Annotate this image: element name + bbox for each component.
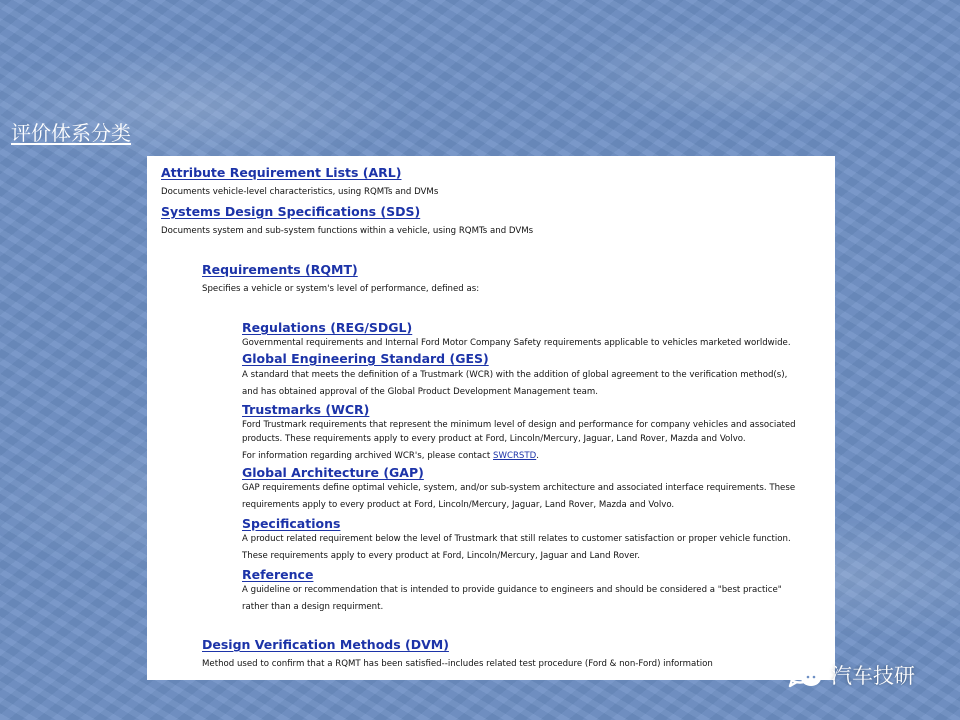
wcr-description-line1: Ford Trustmark requirements that represent the minimum level of design and performance for company vehicles and associated	[242, 420, 796, 430]
entry-specifications	[242, 513, 791, 562]
entry-rqmt	[202, 259, 479, 295]
entry-ges	[242, 348, 787, 398]
specifications-description-line1: A product related requirement below the level of Trustmark that still relates to customer satisfaction or proper vehicle function.	[242, 534, 791, 544]
entry-arl	[161, 162, 438, 198]
wechat-icon	[785, 661, 825, 689]
swcrstd-link[interactable]: SWCRSTD	[493, 451, 537, 461]
dvm-link[interactable]: Design Verification Methods (DVM)	[202, 637, 449, 652]
reference-description-line2: rather than a design requirment.	[242, 602, 384, 612]
arl-description: Documents vehicle-level characteristics, using RQMTs and DVMs	[161, 187, 439, 197]
gap-description-line2: requirements apply to every product at Ford, Lincoln/Mercury, Jaguar, Land Rover, Mazda and Volvo.	[242, 500, 675, 510]
reg-description: Governmental requirements and Internal Ford Motor Company Safety requirements applicable to vehicles marketed worldwide.	[242, 338, 791, 348]
rqmt-link[interactable]: Requirements (RQMT)	[202, 262, 358, 277]
watermark	[785, 660, 915, 690]
sds-description: Documents system and sub-system functions within a vehicle, using RQMTs and DVMs	[161, 226, 534, 236]
gap-link[interactable]: Global Architecture (GAP)	[242, 465, 424, 480]
wcr-contact-suffix: .	[536, 451, 539, 461]
dvm-description: Method used to confirm that a RQMT has been satisfied--includes related test procedure (Ford & non-Ford) information	[202, 659, 713, 669]
entry-dvm	[202, 634, 713, 670]
entry-sds	[161, 201, 533, 237]
document-panel	[147, 156, 835, 680]
ges-description-line2: and has obtained approval of the Global Product Development Management team.	[242, 387, 599, 397]
wcr-link[interactable]: Trustmarks (WCR)	[242, 402, 370, 417]
ges-description-line1: A standard that meets the definition of a Trustmark (WCR) with the addition of global agreement to the verification method(s),	[242, 370, 788, 380]
entry-gap	[242, 462, 795, 511]
specifications-link[interactable]: Specifications	[242, 516, 341, 531]
reference-description-line1: A guideline or recommendation that is intended to provide guidance to engineers and should be considered a "best practice"	[242, 585, 782, 595]
entry-wcr	[242, 399, 796, 462]
arl-link[interactable]: Attribute Requirement Lists (ARL)	[161, 165, 402, 180]
sds-link[interactable]: Systems Design Specifications (SDS)	[161, 204, 421, 219]
slide-title-link[interactable]: 评价体系分类	[11, 121, 131, 145]
reg-link[interactable]: Regulations (REG/SDGL)	[242, 320, 413, 335]
reference-link[interactable]: Reference	[242, 567, 314, 582]
ges-link[interactable]: Global Engineering Standard (GES)	[242, 351, 489, 366]
gap-description-line1: GAP requirements define optimal vehicle, system, and/or sub-system architecture and associated interface requirements. These	[242, 483, 796, 493]
wcr-description-line3	[242, 451, 796, 462]
wcr-contact-text: For information regarding archived WCR's, please contact	[242, 451, 493, 461]
wcr-description-line2: products. These requirements apply to every product at Ford, Lincoln/Mercury, Jaguar, Land Rover, Mazda and Volvo.	[242, 434, 746, 444]
rqmt-description: Specifies a vehicle or system's level of performance, defined as:	[202, 284, 480, 294]
watermark-text: 汽车技研	[831, 664, 915, 688]
entry-reference	[242, 564, 782, 613]
entry-reg	[242, 317, 791, 349]
specifications-description-line2: These requirements apply to every product at Ford, Lincoln/Mercury, Jaguar and Land Rover.	[242, 551, 640, 561]
